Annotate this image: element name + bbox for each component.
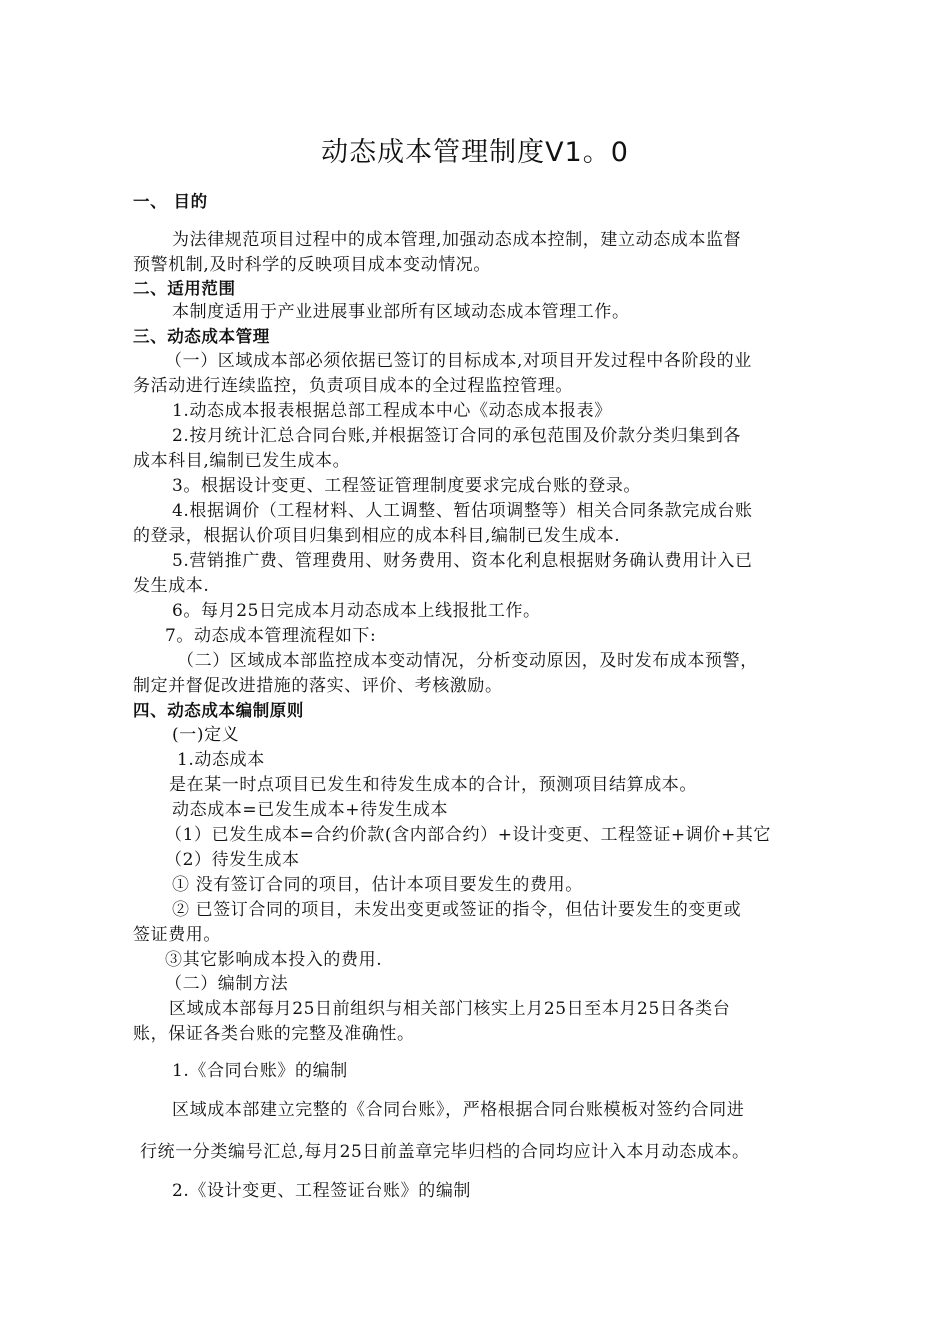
document-title: 动态成本管理制度V1。0	[321, 137, 629, 168]
paragraph-line: 2.按月统计汇总合同台账,并根据签订合同的承包范围及价款分类归集到各	[172, 426, 742, 446]
paragraph-line: 区域成本部建立完整的《合同台账》，严格根据合同台账模板对签约合同进	[172, 1100, 745, 1120]
paragraph-line: 动态成本=已发生成本+待发生成本	[172, 800, 449, 820]
paragraph-line: （2）待发生成本	[165, 850, 300, 870]
section-heading-purpose: 一、 目的	[133, 192, 208, 211]
paragraph-line: 为法律规范项目过程中的成本管理,加强动态成本控制，建立动态成本监督	[172, 230, 742, 250]
paragraph-line: （二）编制方法	[165, 974, 289, 994]
paragraph-line: 制定并督促改进措施的落实、评价、考核激励。	[133, 676, 503, 696]
paragraph-line: 签证费用。	[133, 925, 221, 945]
paragraph-line: 务活动进行连续监控，负责项目成本的全过程监控管理。	[133, 376, 573, 396]
paragraph-line: 4.根据调价（工程材料、人工调整、暂估项调整等）相关合同条款完成台账	[172, 501, 753, 521]
section-heading-compilation-principles: 四、动态成本编制原则	[133, 701, 304, 720]
paragraph-line: 6。每月25日完成本月动态成本上线报批工作。	[172, 601, 541, 621]
paragraph-line: 行统一分类编号汇总,每月25日前盖章完毕归档的合同均应计入本月动态成本。	[140, 1142, 750, 1162]
paragraph-line: 是在某一时点项目已发生和待发生成本的合计，预测项目结算成本。	[169, 775, 697, 795]
paragraph-line: 1.动态成本	[177, 750, 265, 770]
paragraph-line: （1）已发生成本=合约价款(含内部合约）+设计变更、工程签证+调价+其它	[165, 825, 772, 845]
paragraph-line: 区域成本部每月25日前组织与相关部门核实上月25日至本月25日各类台	[169, 999, 731, 1019]
paragraph-line: 账，保证各类台账的完整及准确性。	[133, 1024, 415, 1044]
section-heading-scope: 二、适用范围	[133, 279, 236, 298]
paragraph-line: ② 已签订合同的项目，未发出变更或签证的指令，但估计要发生的变更或	[172, 900, 742, 920]
paragraph-line: 2.《设计变更、工程签证台账》的编制	[172, 1181, 472, 1201]
paragraph-line: （一）区域成本部必须依据已签订的目标成本,对项目开发过程中各阶段的业	[165, 351, 752, 371]
paragraph-line: (一)定义	[172, 725, 240, 745]
paragraph-line: 预警机制,及时科学的反映项目成本变动情况。	[133, 255, 492, 275]
paragraph-line: ③其它影响成本投入的费用.	[165, 950, 383, 970]
paragraph-line: 的登录，根据认价项目归集到相应的成本科目,编制已发生成本.	[133, 526, 621, 546]
paragraph-line: ① 没有签订合同的项目，估计本项目要发生的费用。	[172, 875, 583, 895]
paragraph-line: 7。动态成本管理流程如下:	[165, 626, 377, 646]
paragraph-line: （二）区域成本部监控成本变动情况，分析变动原因，及时发布成本预警，	[177, 651, 758, 671]
paragraph-line: 本制度适用于产业进展事业部所有区域动态成本管理工作。	[172, 302, 630, 322]
paragraph-line: 5.营销推广费、管理费用、财务费用、资本化利息根据财务确认费用计入已	[172, 551, 753, 571]
paragraph-line: 3。根据设计变更、工程签证管理制度要求完成台账的登录。	[172, 476, 642, 496]
paragraph-line: 1.《合同台账》的编制	[172, 1061, 348, 1081]
section-heading-dynamic-cost-management: 三、动态成本管理	[133, 327, 270, 346]
paragraph-line: 发生成本.	[133, 576, 210, 596]
paragraph-line: 成本科目,编制已发生成本。	[133, 451, 351, 471]
paragraph-line: 1.动态成本报表根据总部工程成本中心《动态成本报表》	[172, 401, 612, 421]
